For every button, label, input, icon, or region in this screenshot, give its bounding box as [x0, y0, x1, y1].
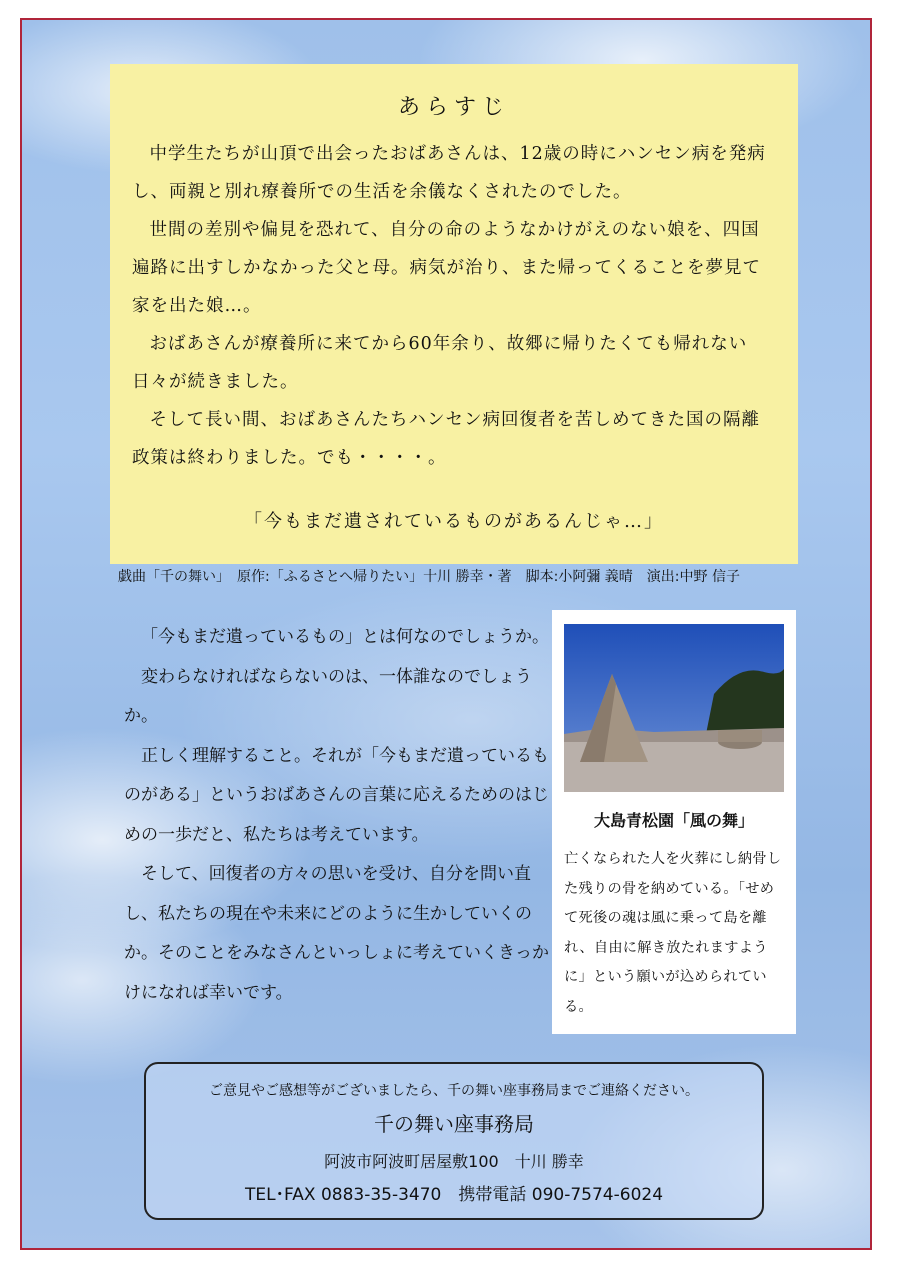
- play-credits: 戯曲「千の舞い」 原作:「ふるさとへ帰りたい」十川 勝幸・著 脚本:小阿彌 義晴 演出:中野 信子: [118, 569, 740, 585]
- monument-photo: [564, 624, 784, 792]
- contact-phone: TEL･FAX 0883-35-3470 携帯電話 090-7574-6024: [244, 1185, 664, 1205]
- synopsis-paragraph: 中学生たちが山頂で出会ったおばあさんは、12歳の時にハンセン病を発病し、両親と別れ療養所での生活を余儀なくされたのでした。: [132, 144, 766, 202]
- contact-office-name: 千の舞い座事務局: [374, 1112, 534, 1136]
- synopsis-paragraph: 世間の差別や偏見を恐れて、自分の命のようなかけがえのない娘を、四国遍路に出すしかなかった父と母。病気が治り、また帰ってくることを夢見て家を出た娘…。: [132, 220, 761, 316]
- synopsis-quote: 「今もまだ遺されているものがあるんじゃ…」: [244, 511, 664, 532]
- message-paragraph: そして、回復者の方々の思いを受け、自分を問い直し、私たちの現在や未来にどのように生かしていくのか。そのことをみなさんといっしょに考えていくきっかけになれば幸いです。: [124, 864, 549, 1003]
- photo-caption: 亡くなられた人を火葬にし納骨した残りの骨を納めている。「せめて死後の魂は風に乗って島を離れ、自由に解き放たれますように」という願いが込められている。: [564, 851, 782, 1015]
- contact-box: [144, 1062, 764, 1220]
- photo-title: 大島青松園「風の舞」: [593, 811, 754, 830]
- synopsis-paragraph: おばあさんが療養所に来てから60年余り、故郷に帰りたくても帰れない日々が続きました。: [132, 334, 748, 392]
- contact-address: 阿波市阿波町居屋敷100 十川 勝幸: [324, 1152, 584, 1171]
- message-paragraph: 変わらなければならないのは、一体誰なのでしょうか。: [124, 666, 532, 726]
- message-paragraph: 正しく理解すること。それが「今もまだ遺っているものがある」というおばあさんの言葉に応えるためのはじめの一歩だと、私たちは考えています。: [124, 745, 549, 845]
- photo-card: [552, 610, 796, 1034]
- synopsis-title: あらすじ: [397, 95, 510, 120]
- synopsis-paragraph: そして長い間、おばあさんたちハンセン病回復者を苦しめてきた国の隔離政策は終わりました。でも・・・・。: [132, 410, 760, 468]
- message-body: [124, 618, 549, 1013]
- synopsis-box: [110, 64, 798, 564]
- page-frame: [20, 18, 872, 1250]
- message-paragraph: 「今もまだ遺っているもの」とは何なのでしょうか。: [141, 627, 549, 647]
- contact-note: ご意見やご感想等がございましたら、千の舞い座事務局までご連絡ください。: [209, 1083, 699, 1099]
